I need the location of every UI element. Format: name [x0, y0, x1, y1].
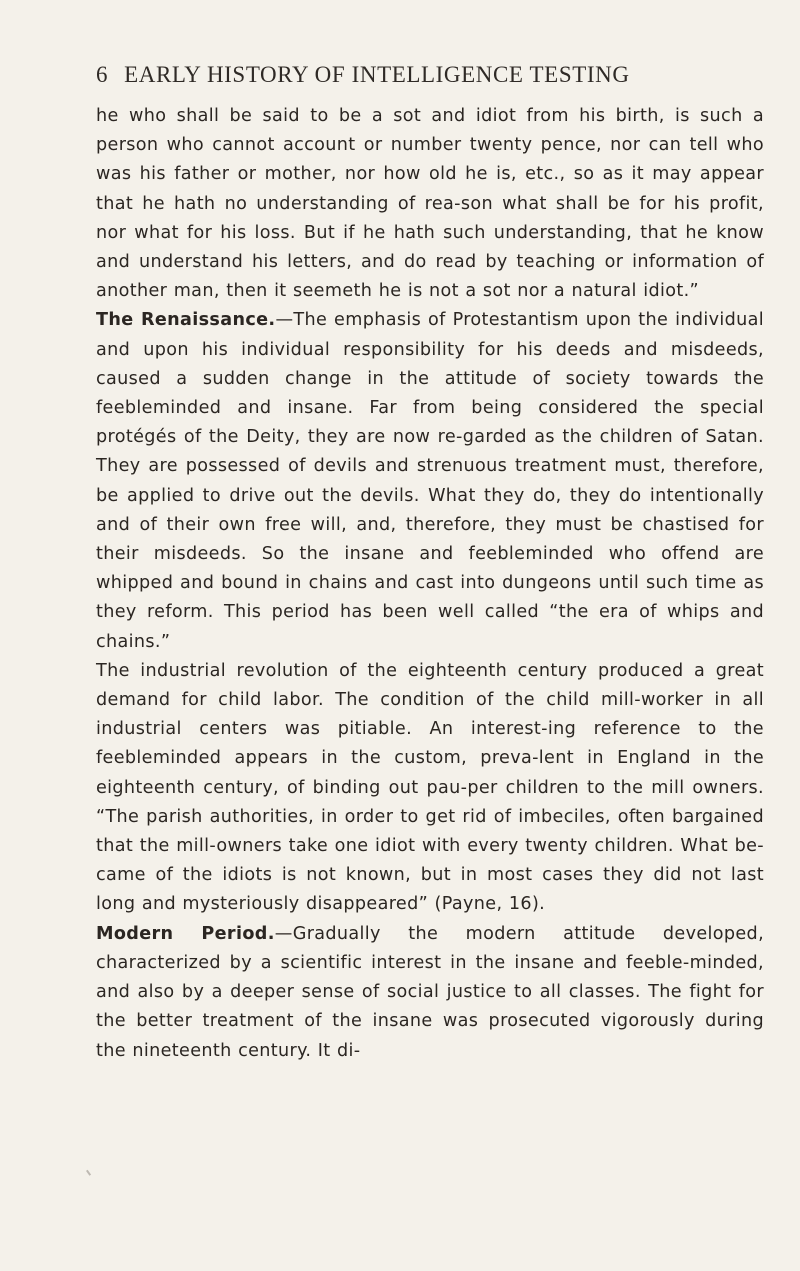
running-head [96, 62, 764, 88]
paragraph-renaissance [96, 306, 764, 656]
paragraph-text: The industrial revolution of the eighteenth century produced a great demand for child labor. The condition of the child mill-worker in all industrial centers was pitiable. An interest-ing reference to the feebleminded appears in the custom, preva-lent in England in the eighteenth century, of binding out pau-per children to the mill owners. “The parish authorities, in order to get rid of imbeciles, often bargained that the mill-owners take one idiot with every twenty children. What be-came of the idiots is not known, but in most cases they did not last long and mysteriously disappeared” (Payne, 16). [96, 660, 764, 915]
paragraph-text: —Gradually the modern attitude developed, characterized by a scientific interest in the insane and feeble-minded, and also by a deeper sense of social justice to all classes. The fight for the better treatment of the insane was prosecuted vigorously during the nineteenth century. It di- [96, 923, 765, 1061]
paragraph-idiot-definition [96, 102, 764, 306]
running-title: EARLY HISTORY OF INTELLIGENCE TESTING [124, 62, 630, 87]
page-number: 6 [96, 62, 109, 87]
body-text [96, 102, 764, 1066]
paragraph-text: he who shall be said to be a sot and idiot from his birth, is such a person who cannot account or number twenty pence, nor can tell who was his father or mother, nor how old he is, etc., so as it may appear that he hath no understanding of rea-son what shall be for his profit, nor what for his loss. But if he hath such understanding, that he know and understand his letters, and do read by teaching or information of another man, then it seemeth he is not a sot nor a natural idiot.” [96, 106, 764, 302]
book-page [96, 62, 764, 1066]
scan-mark [86, 1166, 96, 1176]
paragraph-industrial-revolution [96, 657, 764, 920]
paragraph-modern-period [96, 920, 764, 1066]
section-heading-modern-period: Modern Period. [96, 923, 275, 944]
paragraph-text: —The emphasis of Protestantism upon the individual and upon his individual responsibility for his deeds and misdeeds, caused a sudden change in the attitude of society towards the feebleminded and insane. Far from being considered the special protégés of the Deity, they are now re-garded as the children of Satan. They are possessed of devils and strenuous treatment must, therefore, be applied to drive out the devils. What they do, they do intentionally and of their own free will, and, therefore, they must be chastised for their misdeeds. So the insane and feebleminded who offend are whipped and bound in chains and cast into dungeons until such time as they reform. This period has been well called “the era of whips and chains.” [96, 310, 764, 652]
section-heading-renaissance: The Renaissance. [96, 310, 276, 331]
